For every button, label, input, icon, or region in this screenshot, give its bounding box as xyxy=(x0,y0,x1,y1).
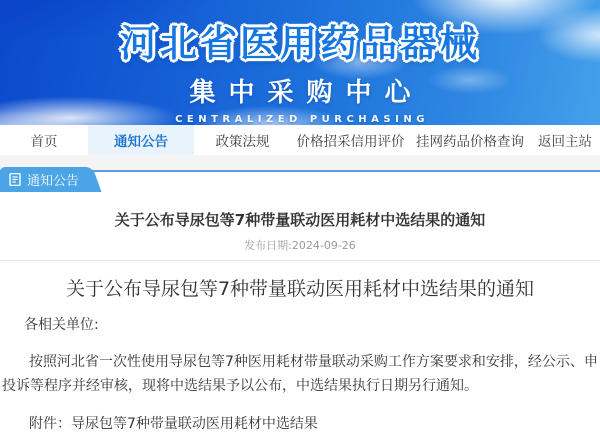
attachment-link[interactable]: 附件：导尿包等7种带量联动医用耗材中选结果 xyxy=(29,416,318,432)
site-subtitle: 集中采购中心 xyxy=(189,78,424,108)
nav-item-policies[interactable]: 政策法规 xyxy=(215,134,270,150)
main-nav xyxy=(0,125,600,155)
salutation-line: 各相关单位: xyxy=(24,317,99,333)
section-ribbon-notices[interactable] xyxy=(0,167,87,192)
site-banner xyxy=(0,0,600,125)
nav-item-back-to-main-site[interactable]: 返回主站 xyxy=(538,134,592,150)
site-subtitle-en: CENTRALIZED PURCHASING xyxy=(175,114,429,125)
title-divider xyxy=(0,260,600,261)
article xyxy=(0,195,600,433)
section-bar xyxy=(0,155,600,195)
nav-item-home[interactable]: 首页 xyxy=(30,134,58,150)
body-paragraph: 按照河北省一次性使用导尿包等7种医用耗材带量联动采购工作方案要求和安排，经公示、申投诉等程序并经审核，现将中选结果予以公布，中选结果执行日期另行通知。 xyxy=(2,354,598,394)
article-heading: 关于公布导尿包等7种带量联动医用耗材中选结果的通知 xyxy=(65,278,535,300)
banner-text-block xyxy=(0,0,600,125)
article-title: 关于公布导尿包等7种带量联动医用耗材中选结果的通知 xyxy=(114,211,486,229)
document-icon xyxy=(9,173,21,186)
nav-item-notices[interactable]: 通知公告 xyxy=(88,125,194,155)
nav-item-drug-price-query[interactable]: 挂网药品价格查询 xyxy=(416,134,524,150)
publish-date: 发布日期:2024-09-26 xyxy=(244,239,356,252)
section-ribbon-label: 通知公告 xyxy=(27,174,80,189)
site-title: 河北省医用药品器械 xyxy=(120,22,480,65)
article-body xyxy=(0,314,600,433)
nav-item-price-credit-evaluation[interactable]: 价格招采信用评价 xyxy=(296,134,405,150)
